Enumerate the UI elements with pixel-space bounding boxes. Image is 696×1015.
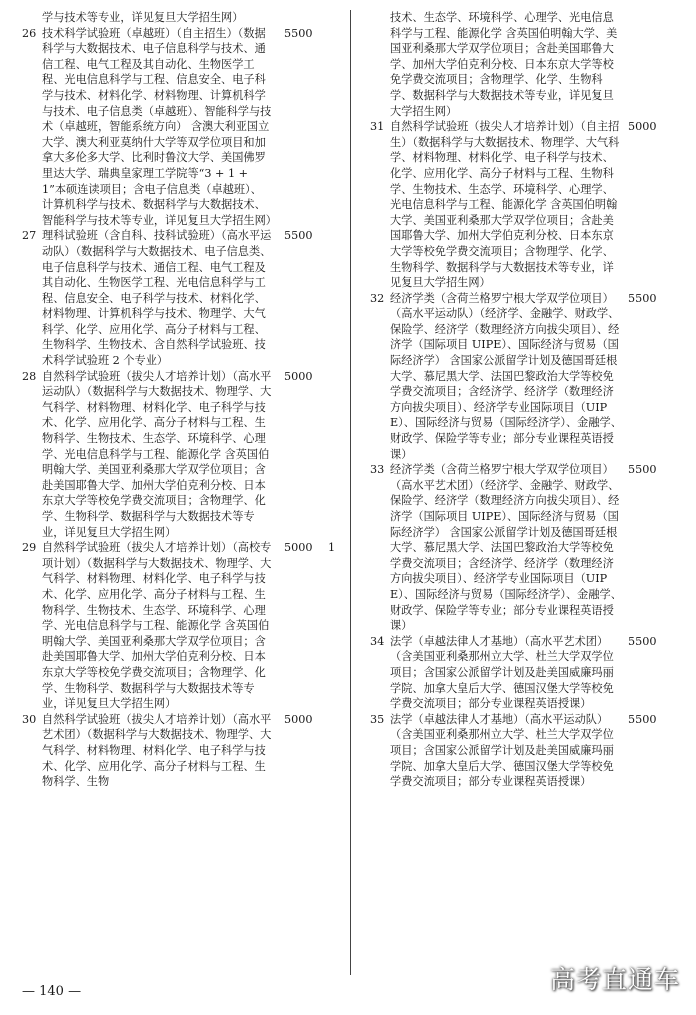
entry-fee: 5500 [628, 634, 657, 648]
entry-29 [22, 540, 346, 712]
entry-fee: 5500 [628, 463, 657, 477]
entry-31 [370, 119, 680, 291]
entry-number: 35 [370, 712, 385, 726]
entry-fee: 5000 [284, 712, 313, 726]
entry-35 [370, 712, 680, 790]
entry-text: 学与技术等专业，详见复旦大学招生网） [42, 11, 244, 24]
entry-fee: 5500 [628, 712, 657, 726]
entry-fee: 5500 [284, 229, 313, 243]
entry-fee: 5000 [284, 369, 313, 383]
entry-fee: 5500 [284, 26, 313, 40]
entry-number: 29 [22, 541, 37, 555]
entry-quota: 1 [328, 541, 336, 555]
right-column [370, 10, 680, 790]
page-number: — 140 — [22, 984, 82, 999]
entry-27 [22, 228, 346, 368]
entry-text: 经济学类（含荷兰格罗宁根大学双学位项目）（高水平运动队）（经济学、金融学、财政学、保险学、经济学（数理经济方向拔尖项目）、经济学（国际项目 UIPE）、国际经济与贸易（国际经济学） 含国家公派留学计划及德国哥廷根大学、慕尼黑大学、法国巴黎政治大学等校免学费交流项目；含经济学、经济学（数理经济方向拔尖项目）、经济学专业国际项目（UIPE）、国际经济与贸易（国际经济学）、金融学、财政学、保险学等专业；部分专业课程英语授课） [390, 291, 622, 461]
entry-text: 法学（卓越法律人才基地）（高水平运动队）（含美国亚利桑那州立大学、杜兰大学双学位项目；含国家公派留学计划及赴美国威廉玛丽学院、加拿大皇后大学、德国汉堡大学等校免学费交流项目；部分专业课程英语授课） [390, 712, 614, 789]
entry-text: 自然科学试验班（拔尖人才培养计划）（高校专项计划）（数据科学与大数据技术、物理学、大气科学、材料物理、材料化学、电子科学与技术、化学、应用化学、高分子材料与工程、生物科学、生物技术、生态学、环境科学、心理学、光电信息科学与工程、能源化学 含英国伯明翰大学、美国亚利桑那大学双学位项目；含赴美国耶鲁大学、加州大学伯克利分校、日本东京大学等校免学费交流项目；含物理学、化学、生物科学、数据科学与大数据技术等专业，详见复旦大学招生网） [42, 541, 272, 711]
entry-continued-30 [370, 10, 680, 119]
entry-text: 经济学类（含荷兰格罗宁根大学双学位项目）（高水平艺术团）（经济学、金融学、财政学、保险学、经济学（数理经济方向拔尖项目）、经济学（国际项目 UIPE）、国际经济与贸易（国际经济学） 含国家公派留学计划及德国哥廷根大学、慕尼黑大学、法国巴黎政治大学等校免学费交流项目；含经济学、经济学（数理经济方向拔尖项目）、经济学专业国际项目（UIPE）、国际经济与贸易（国际经济学）、金融学、财政学、保险学等专业；部分专业课程英语授课） [390, 463, 622, 633]
entry-text: 自然科学试验班（拔尖人才培养计划）（高水平艺术团）（数据科学与大数据技术、物理学、大气科学、材料物理、材料化学、电子科学与技术、化学、应用化学、高分子材料与工程、生物科学、生物 [42, 712, 272, 789]
entry-26 [22, 26, 346, 229]
entry-fee: 5000 [628, 120, 657, 134]
entry-32 [370, 291, 680, 463]
watermark: 高考直通车 [549, 965, 680, 994]
entry-text: 理科试验班（含自科、技科试验班）（高水平运动队）（数据科学与大数据技术、电子信息类、电子信息科学与技术、通信工程、电气工程及其自动化、生物医学工程、光电信息科学与工程、信息安全、电子科学与技术、材料化学、材料物理、计算机科学与技术、物理学、大气科学、化学、应用化学、高分子材料与工程、生物科学、生物技术、含自然科学试验班、技术科学试验班 2 个专业） [42, 229, 272, 368]
left-column [22, 10, 346, 790]
entry-fee: 5500 [628, 291, 657, 305]
entry-number: 31 [370, 120, 385, 134]
entry-number: 26 [22, 26, 37, 40]
entry-number: 33 [370, 463, 385, 477]
entry-text: 法学（卓越法律人才基地）（高水平艺术团）（含美国亚利桑那州立大学、杜兰大学双学位项目；含国家公派留学计划及赴美国威廉玛丽学院、加拿大皇后大学、德国汉堡大学等校免学费交流项目；部分专业课程英语授课） [390, 634, 614, 711]
entry-28 [22, 369, 346, 541]
entry-number: 27 [22, 229, 37, 243]
entry-number: 30 [22, 712, 37, 726]
entry-text: 自然科学试验班（拔尖人才培养计划）（自主招生）（数据科学与大数据技术、物理学、大气科学、材料物理、材料化学、电子科学与技术、化学、应用化学、高分子材料与工程、生物科学、生物技术、生态学、环境科学、心理学、光电信息科学与工程、能源化学 含英国伯明翰大学、美国亚利桑那大学双学位项目；含赴美国耶鲁大学、加州大学伯克利分校、日本东京大学等校免学费交流项目；含物理学、化学、生物科学、数据科学与大数据技术等专业，详见复旦大学招生网） [390, 120, 620, 290]
entry-number: 28 [22, 369, 37, 383]
entry-text: 自然科学试验班（拔尖人才培养计划）（高水平运动队）（数据科学与大数据技术、物理学、大气科学、材料物理、材料化学、电子科学与技术、化学、应用化学、高分子材料与工程、生物科学、生物技术、生态学、环境科学、心理学、光电信息科学与工程、能源化学 含英国伯明翰大学、美国亚利桑那大学双学位项目；含赴美国耶鲁大学、加州大学伯克利分校、日本东京大学等校免学费交流项目；含物理学、化学、生物科学、数据科学与大数据技术等专业，详见复旦大学招生网） [42, 369, 272, 539]
entry-number: 34 [370, 634, 385, 648]
entry-text: 技术科学试验班（卓越班）（自主招生）（数据科学与大数据技术、电子信息科学与技术、通信工程、电气工程及其自动化、生物医学工程、光电信息科学与工程、信息安全、电子科学与技术、材料化学、材料物理、计算机科学与技术、电子信息类（卓越班）、智能科学与技术（卓越班，智能系统方向） 含澳大利亚国立大学、澳大利亚莫纳什大学等双学位项目和加拿大多伦多大学、比利时鲁汶大学、美国佛罗里达大学、瑞典皇家理工学院等“3 + 1 + 1”本硕连读项目；含电子信息类（卓越班）、计算机科学与技术、数据科学与大数据技术、智能科学与技术等专业，详见复旦大学招生网） [42, 26, 277, 227]
entry-text: 技术、生态学、环境科学、心理学、光电信息科学与工程、能源化学 含英国伯明翰大学、美国亚利桑那大学双学位项目；含赴美国耶鲁大学、加州大学伯克利分校、日本东京大学等校免学费交流项目；含物理学、化学、生物科学、数据科学与大数据技术等专业，详见复旦大学招生网） [390, 11, 618, 118]
entry-30 [22, 712, 346, 790]
entry-number: 32 [370, 291, 385, 305]
column-divider [350, 10, 351, 975]
entry-34 [370, 634, 680, 712]
entry-continued-25 [22, 10, 346, 26]
entry-fee: 5000 [284, 541, 313, 555]
entry-33 [370, 462, 680, 634]
